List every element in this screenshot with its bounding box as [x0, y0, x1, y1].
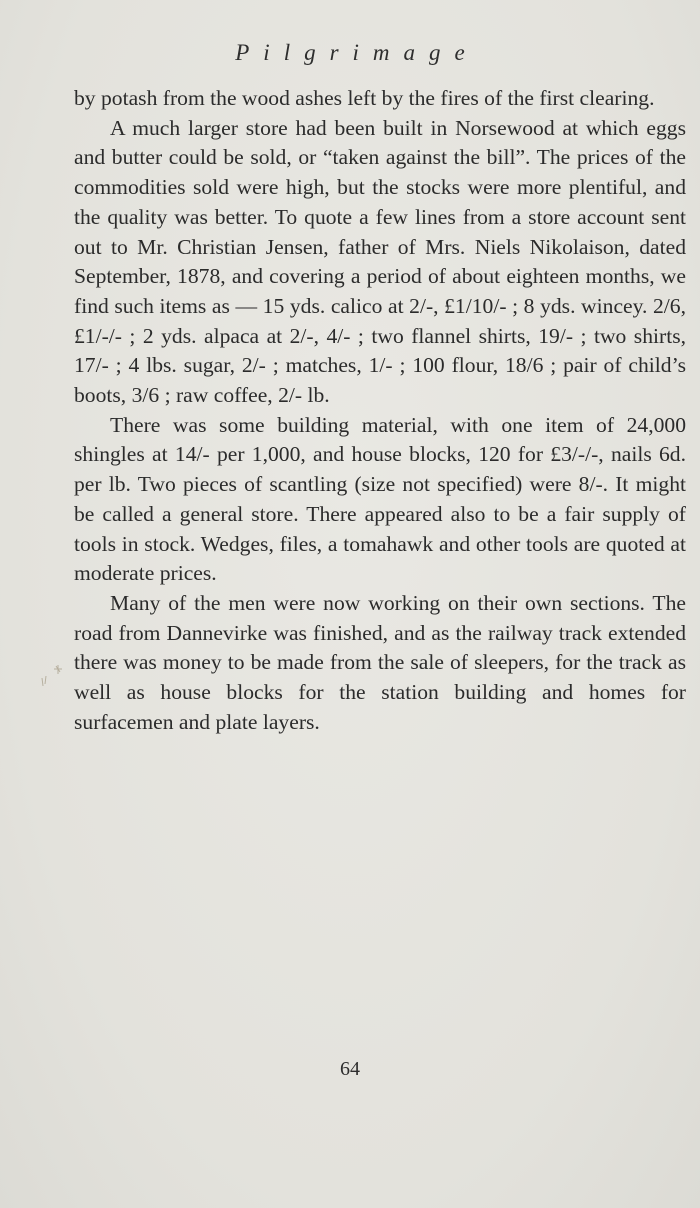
body-text [74, 84, 686, 737]
paragraph-1: by potash from the wood ashes left by the fires of the first clearing. [74, 86, 655, 110]
running-head: Pilgrimage [235, 40, 479, 65]
page-number: 64 [340, 1058, 360, 1080]
paragraph-4: Many of the men were now working on their own sections. The road from Dannevirke was finished, and as the railway track extended there was money to be made from the sale of sleepers, for the track as well as house blocks for the station building and homes for surfacemen and plate layers. [74, 590, 686, 734]
paragraph-3: There was some building material, with one item of 24,000 shingles at 14/- per 1,000, and house blocks, 120 for £3/-/-, nails 6d. per lb. Two pieces of scantling (size not specified) were 8/-. It might be called a general store. There appeared also to be a fair supply of tools in stock. Wedges, files, a tomahawk and other tools are quoted at moderate prices. [74, 412, 686, 586]
paper-blemish [34, 664, 64, 690]
paragraph-2: A much larger store had been built in Norsewood at which eggs and butter could be sold, or “taken against the bill”. The prices of the commodities sold were high, but the stocks were more plentiful, and the quality was better. To quote a few lines from a store account sent out to Mr. Christian Jensen, father of Mrs. Niels Nikolaison, dated September, 1878, and covering a period of about eighteen months, we find such items as — 15 yds. calico at 2/-, £1/10/- ; 8 yds. wincey. 2/6, £1/-/- ; 2 yds. alpaca at 2/-, 4/- ; two flannel shirts, 19/- ; two shirts, 17/- ; 4 lbs. sugar, 2/- ; matches, 1/- ; 100 flour, 18/6 ; pair of child’s boots, 3/6 ; raw coffee, 2/- lb. [74, 115, 686, 408]
